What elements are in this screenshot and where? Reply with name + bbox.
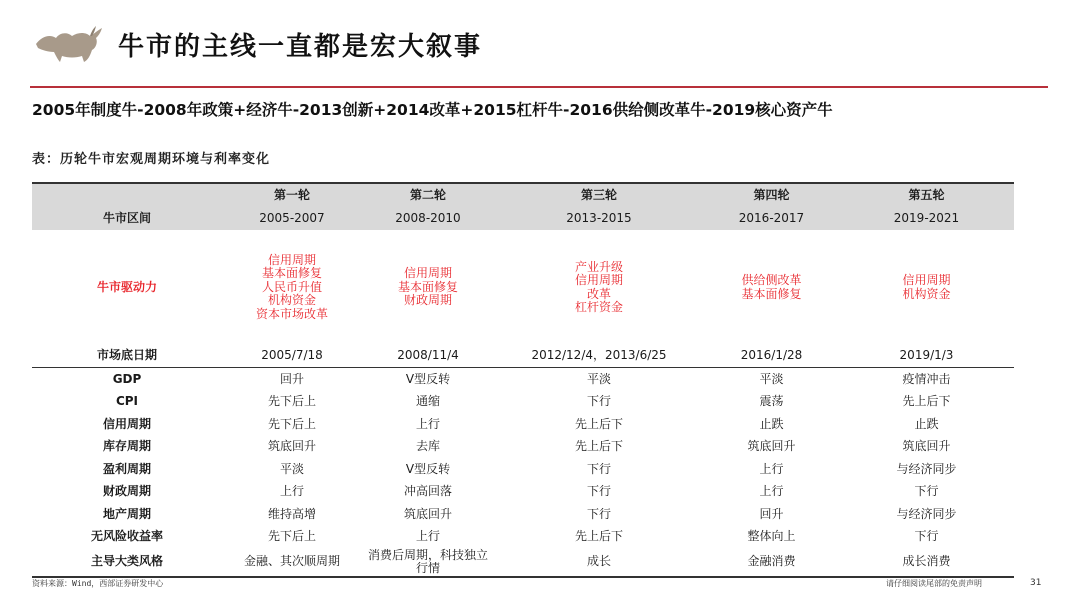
- row-label: 财政周期: [102, 484, 151, 498]
- driver-item: 机构资金: [902, 286, 951, 301]
- subtitle: 2005年制度牛-2008年政策+经济牛-2013创新+2014改革+2015杠杆牛-2016供给侧改革牛-2019核心资产牛: [32, 101, 833, 119]
- driver-cell: [222, 230, 362, 345]
- driver-cell: [362, 230, 494, 345]
- interval-value: 2005-2007: [222, 207, 362, 230]
- table-cell: 上行: [415, 416, 440, 431]
- row-label: 无风险收益率: [90, 529, 163, 543]
- table-cell: 疫情冲击: [902, 371, 951, 386]
- interval-value: 2016-2017: [704, 207, 839, 230]
- style-item: 成长消费: [902, 554, 951, 569]
- table-cell: 先下后上: [267, 529, 316, 543]
- driver-item: 资本市场改革: [255, 306, 328, 321]
- style-item: 消费后周期，科技独立: [367, 547, 488, 562]
- round-label: 第二轮: [362, 183, 494, 207]
- driver-item: 杠杆资金: [574, 300, 623, 314]
- driver-item: 人民币升值: [261, 279, 322, 294]
- table-cell: 先上后下: [902, 394, 951, 408]
- table-cell: 下行: [586, 484, 611, 498]
- table-cell: 先上后下: [574, 416, 623, 431]
- table-row: [32, 413, 1014, 436]
- table-cell: 下行: [914, 484, 939, 498]
- table-row: [32, 391, 1014, 414]
- style-cell: [494, 548, 704, 577]
- driver-item: 基本面修复: [261, 266, 322, 281]
- table-cell: 先上后下: [574, 529, 623, 543]
- table-cell: 上行: [415, 529, 440, 543]
- table-cell: 上行: [279, 484, 304, 498]
- driver-cell: [494, 230, 704, 345]
- row-label-bottom-date: 市场底日期: [32, 345, 222, 368]
- table-cell: 回升: [279, 371, 304, 386]
- table-cell: 冲高回落: [403, 484, 452, 498]
- table-cell: 下行: [586, 506, 611, 521]
- row-label: GDP: [112, 371, 142, 386]
- bottom-date-value: 2016/1/28: [704, 345, 839, 368]
- style-item: 金融消费: [747, 554, 796, 569]
- table-row: [32, 368, 1014, 391]
- bull-icon: [32, 22, 104, 66]
- row-label-driver: 牛市驱动力: [96, 279, 157, 294]
- table-cell: 先上后下: [574, 439, 623, 453]
- table-cell: 筑底回升: [902, 439, 951, 453]
- table-caption: 表：历轮牛市宏观周期环境与利率变化: [32, 152, 271, 167]
- table-cell: 下行: [586, 394, 611, 408]
- style-cell: [704, 548, 839, 577]
- table-cell: 平淡: [279, 461, 304, 476]
- table-cell: 整体向上: [747, 529, 796, 543]
- style-item: 成长: [586, 554, 611, 569]
- style-cell: [222, 548, 362, 577]
- table-cell: 通缩: [415, 394, 440, 408]
- interval-row: [32, 207, 1014, 230]
- table-cell: 与经济同步: [896, 506, 957, 521]
- round-header-row: [32, 183, 1014, 207]
- driver-item: 改革: [586, 286, 611, 301]
- table-cell: 平淡: [759, 371, 784, 386]
- table-cell: V型反转: [405, 461, 451, 476]
- row-label: 库存周期: [102, 439, 151, 453]
- table-cell: 与经济同步: [896, 461, 957, 476]
- table-cell: 筑底回升: [267, 439, 316, 453]
- driver-item: 信用周期: [902, 273, 951, 287]
- row-label: 盈利周期: [102, 461, 151, 476]
- table-cell: 上行: [759, 461, 784, 476]
- header-blank-cell: [32, 183, 222, 207]
- row-label-style: 主导大类风格: [32, 548, 222, 577]
- table-cell: 去库: [415, 439, 440, 453]
- interval-value: 2019-2021: [839, 207, 1014, 230]
- style-cell: [839, 548, 1014, 577]
- table-cell: 先下后上: [267, 416, 316, 431]
- table-cell: 止跌: [914, 416, 939, 431]
- bottom-date-value: 2005/7/18: [222, 345, 362, 368]
- table-cell: 平淡: [586, 371, 611, 386]
- round-label: 第一轮: [222, 183, 362, 207]
- driver-item: 基本面修复: [741, 286, 802, 301]
- table-row: [32, 526, 1014, 549]
- round-label: 第五轮: [839, 183, 1014, 207]
- driver-cell: [839, 230, 1014, 345]
- driver-item: 供给侧改革: [741, 273, 802, 287]
- table-row: [32, 458, 1014, 481]
- style-cell: [362, 548, 494, 577]
- table-row: [32, 436, 1014, 459]
- driver-item: 财政周期: [403, 293, 452, 308]
- row-label-interval: 牛市区间: [32, 207, 222, 230]
- style-item: 金融、其次顺周期: [243, 554, 340, 569]
- interval-value: 2008-2010: [362, 207, 494, 230]
- driver-item: 信用周期: [574, 273, 623, 287]
- table-cell: V型反转: [405, 371, 451, 386]
- bottom-date-value: 2012/12/4，2013/6/25: [494, 345, 704, 368]
- table-cell: 震荡: [759, 394, 784, 408]
- page-title: 牛市的主线一直都是宏大叙事: [118, 32, 483, 62]
- interval-value: 2013-2015: [494, 207, 704, 230]
- driver-item: 基本面修复: [397, 279, 458, 294]
- page-number: 31: [1030, 578, 1042, 588]
- source-note: 资料来源：Wind，西部证券研发中心: [32, 579, 164, 588]
- title-divider: [30, 86, 1048, 88]
- driver-item: 机构资金: [267, 293, 316, 308]
- table-cell: 下行: [914, 529, 939, 543]
- round-label: 第三轮: [494, 183, 704, 207]
- round-label: 第四轮: [704, 183, 839, 207]
- driver-row: [32, 230, 1014, 345]
- table-cell: 先下后上: [267, 394, 316, 408]
- driver-item: 信用周期: [267, 252, 316, 267]
- table-cell: 止跌: [759, 416, 784, 431]
- table-row: [32, 481, 1014, 504]
- bull-market-table: [32, 182, 1014, 578]
- table-cell: 上行: [759, 484, 784, 498]
- table-row: [32, 503, 1014, 526]
- row-label: CPI: [115, 394, 139, 408]
- table-cell: 筑底回升: [403, 506, 452, 521]
- table-cell: 维持高增: [267, 506, 316, 521]
- bottom-date-value: 2008/11/4: [362, 345, 494, 368]
- style-row: [32, 548, 1014, 577]
- row-label: 信用周期: [102, 416, 151, 431]
- row-label: 地产周期: [102, 506, 151, 521]
- style-item: 行情: [415, 561, 440, 575]
- table-cell: 回升: [759, 506, 784, 521]
- table-cell: 下行: [586, 461, 611, 476]
- driver-item: 信用周期: [403, 266, 452, 281]
- table-cell: 筑底回升: [747, 439, 796, 453]
- driver-item: 产业升级: [574, 259, 623, 274]
- bottom-date-row: [32, 345, 1014, 368]
- driver-cell: [704, 230, 839, 345]
- disclaimer-note: 请仔细阅读尾部的免责声明: [886, 579, 982, 588]
- bottom-date-value: 2019/1/3: [839, 345, 1014, 368]
